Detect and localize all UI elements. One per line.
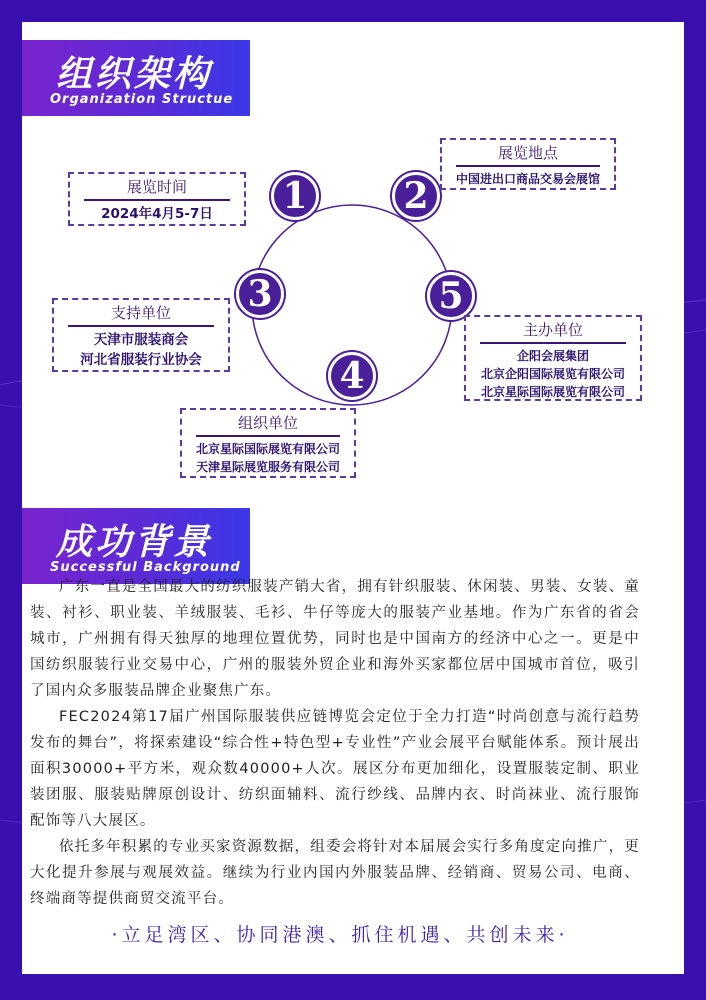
host-units-title: 主办单位 <box>522 321 583 339</box>
organizer-units-title: 组织单位 <box>237 414 298 432</box>
organizer-units-box <box>180 408 356 478</box>
step-number-3: 3 <box>236 270 284 318</box>
exhibition-venue-title: 展览地点 <box>497 144 558 162</box>
step-number-2: 2 <box>392 172 440 220</box>
paragraph-1: 广东一直是全国最大的纺织服装产销大省，拥有针织服装、休闲装、男装、女装、童装、衬衫、职业装、羊绒服装、毛衫、牛仔等庞大的服装产业基地。作为广东省的省会城市，广州拥有得天独厚的地理位置优势，同时也是中国南方的经济中心之一。更是中国纺织服装行业交易中心，广州的服装外贸企业和海外买家都位居中国城市首位，吸引了国内众多服装品牌企业聚焦广东。 <box>30 579 640 699</box>
org-section-title: 组织架构 <box>56 54 213 95</box>
slogan: ·立足湾区、协同港澳、抓住机遇、共创未来· <box>111 924 569 946</box>
exhibition-time-value: 2024年4月5-7日 <box>101 206 213 222</box>
divider <box>196 435 340 437</box>
background-section-title: 成功背景 <box>56 522 213 563</box>
background-section-header <box>22 508 250 584</box>
paragraph-3: 依托多年积累的专业买家资源数据，组委会将针对本届展会实行多角度定向推广，更大化提升参展与观展效益。继续为行业内国内外服装品牌、经销商、贸易公司、电商、终端商等提供商贸交流平台。 <box>30 839 640 907</box>
support-unit-1: 天津市服装商会 <box>93 332 189 348</box>
background-section-subtitle: Successful Background <box>50 560 241 575</box>
org-section-subtitle: Organization Structue <box>50 92 234 107</box>
host-unit-1: 企阳会展集团 <box>516 349 589 363</box>
exhibition-time-title: 展览时间 <box>126 178 187 196</box>
exhibition-time-box <box>68 172 246 226</box>
step-number-4: 4 <box>328 352 376 400</box>
divider <box>456 165 600 167</box>
divider <box>480 342 626 344</box>
step-number-5: 5 <box>427 272 475 320</box>
organizer-unit-1: 北京星际国际展览有限公司 <box>195 442 340 456</box>
organizer-unit-2: 天津星际展览服务有限公司 <box>195 460 340 474</box>
exhibition-venue-box <box>440 138 616 190</box>
divider <box>84 199 230 201</box>
host-units-box <box>464 315 642 401</box>
support-unit-2: 河北省服装行业协会 <box>80 352 202 368</box>
organization-diagram <box>22 22 684 502</box>
host-unit-2: 北京企阳国际展览有限公司 <box>480 367 625 381</box>
support-units-box <box>52 298 230 372</box>
exhibition-venue-value: 中国进出口商品交易会展馆 <box>455 172 600 186</box>
host-unit-3: 北京星际国际展览有限公司 <box>480 385 625 399</box>
support-units-title: 支持单位 <box>110 304 171 322</box>
paragraph-2: FEC2024第17届广州国际服装供应链博览会定位于全力打造“时尚创意与流行趋势发布的舞台”，将探索建设“综合性+特色型+专业性”产业会展平台赋能体系。预计展出面积30000+平方米，观众数40000+人次。展区分布更加细化，设置服装定制、职业装团服、服装贴牌原创设计、纺织面辅料、流行纱线、品牌内衣、时尚袜业、流行服饰配饰等八大展区。 <box>30 709 640 829</box>
step-number-1: 1 <box>271 172 319 220</box>
divider <box>68 325 214 327</box>
background-body-text <box>30 574 640 912</box>
